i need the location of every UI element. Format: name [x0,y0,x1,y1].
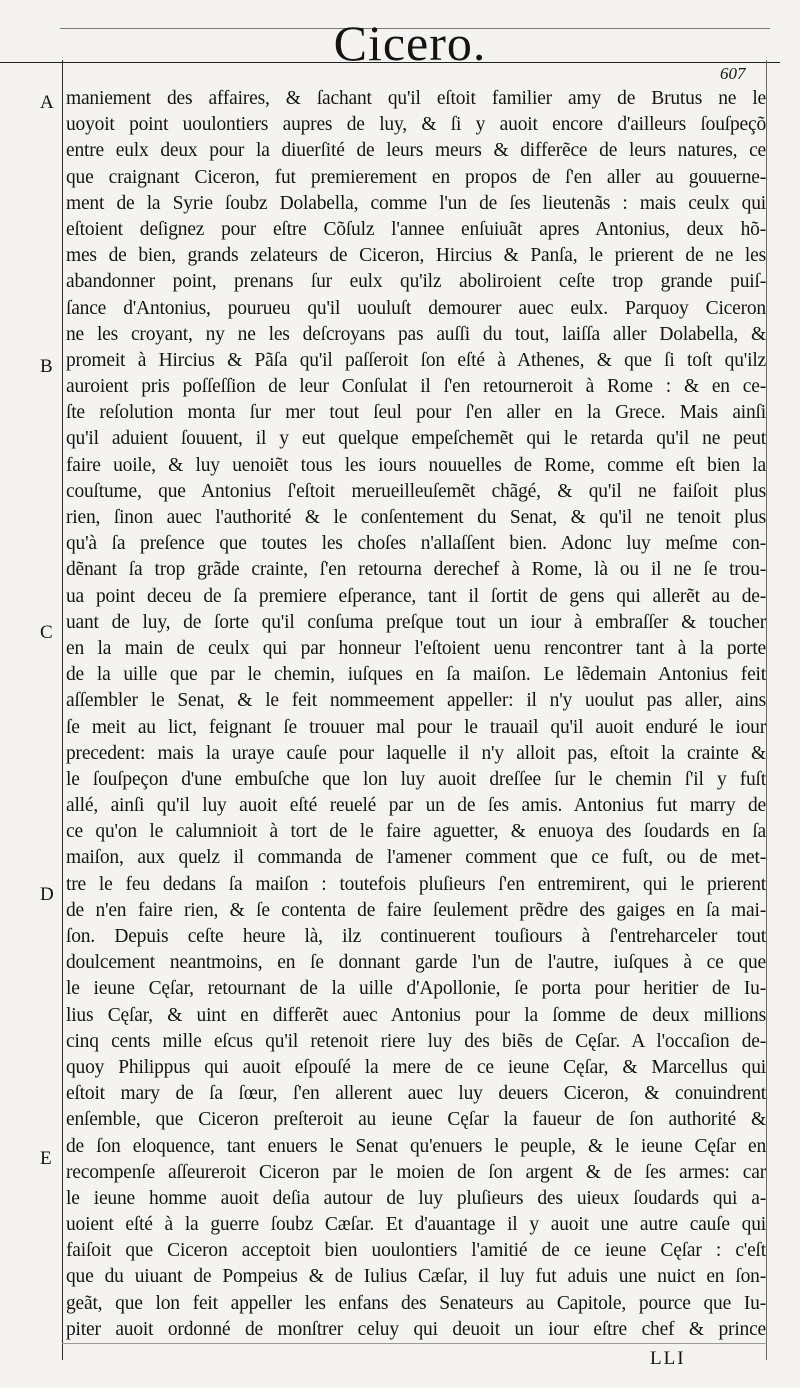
text-line: piter auoit ordonné de monſtrer celuy qui deuoit un iour eſtre chef & prince [66,1318,766,1340]
text-line: promeit à Hircius & Pãſa qu'il paſſeroit ſon eſté à Athenes, & que ſi toſt qu'ilz [66,349,766,371]
text-line: quoy Philippus qui auoit eſpouſé la mere de ce ieune Cęſar, & Marcellus qui [66,1056,766,1078]
text-line: ſon. Depuis ceſte heure là, ilz continuerent touſiours à ſ'entreharceler tout [66,926,766,947]
body-text [66,86,766,1343]
margin-letter-d: D [40,884,54,905]
margin-letter-b: B [40,356,53,377]
left-margin-rule [62,60,63,1360]
text-line: cinq cents mille eſcus qu'il retenoit riere luy des biẽs de Cęſar. A l'occaſion de- [66,1030,766,1052]
text-line: ce qu'on le calumnioit à tort de le faire aguetter, & enuoya des ſoudards en ſa [66,821,766,843]
top-rule [0,62,780,63]
text-line: entre eulx deux pour la diuerſité de leurs meurs & differẽce de leurs natures, ce [66,140,766,162]
text-line: uoyoit point uoulontiers aupres de luy, & ſi y auoit encore d'ailleurs ſouſpeçõ [66,114,766,136]
margin-letter-e: E [40,1148,52,1169]
text-line: eſtoit mary de ſa ſœur, ſ'en allerent auec luy deuers Ciceron, & conuindrent [66,1083,766,1105]
text-line: le ieune Cęſar, retournant de la uille d'Apollonie, ſe porta pour heritier de Iu- [66,978,766,1000]
text-line: qu'à ſa preſence que toutes les choſes n'allaſſent bien. Adonc luy meſme con- [66,533,766,555]
text-line: que craignant Ciceron, fut premierement en propos de ſ'en aller au gouuerne- [66,166,766,188]
margin-letter-a: A [40,92,54,113]
text-line: le ſouſpeçon d'une embuſche que lon luy auoit dreſſee ſur le chemin ſ'il y fuſt [66,768,766,790]
page-number: 607 [720,64,746,83]
text-line: tre le feu dedans ſa maiſon : toutefois pluſieurs ſ'en entremirent, qui le prierent [66,873,766,895]
text-line: enſemble, que Ciceron preſteroit au ieune Cęſar la faueur de ſon authorité & [66,1109,766,1131]
text-line: lius Cęſar, & uint en differẽt auec Antonius pour la ſomme de deux millions [66,1004,766,1026]
text-line: eſtoient deſignez pour eſtre Cõſulz l'annee enſuiuãt apres Antonius, deux hõ- [66,218,766,240]
text-line: maniement des affaires, & ſachant qu'il eſtoit familier amy de Brutus ne le [66,88,766,109]
text-line: geãt, que lon feit appeller les enfans des Senateurs au Capitole, pource que Iu- [66,1292,766,1314]
text-line: doulcement neantmoins, en ſe donnant garde l'un de l'autre, iuſques à ce que [66,952,766,974]
page-title: Cicero. [333,15,487,71]
text-line: qu'il aduient ſouuent, il y eut quelque empeſchemẽt qui le retarda qu'il ne peut [66,428,766,450]
text-line: ſe meit au lict, feignant ſe trouuer mal pour le trauail qu'il auoit enduré le iour [66,716,766,738]
text-line: dẽnant ſa trop grãde crainte, ſ'en retourna derechef à Rome, là ou il ne ſe trou- [66,559,766,581]
text-line: mes de bien, grands zelateurs de Ciceron, Hircius & Panſa, le prierent de ne les [66,245,766,267]
text-line: maiſon, aux quelz il commanda de l'amener comment que ce fuſt, ou de met- [66,847,766,869]
text-line: precedent: mais la uraye cauſe pour laquelle il n'y alloit pas, eſtoit la crainte & [66,742,766,764]
text-line: aſſembler le Senat, & le feit nommeement appeller: il n'y uoulut pas aller, ains [66,690,766,712]
text-line: rien, ſinon auec l'authorité & le conſentement du Senat, & qu'il ne tenoit plus [66,507,766,528]
text-line: de la uille que par le chemin, iuſques en ſa maiſon. Le lẽdemain Antonius feit [66,664,766,686]
text-line: couſtume, que Antonius ſ'eſtoit merueilleuſemẽt chãgé, & qu'il ne faiſoit plus [66,480,766,502]
text-line: ſte reſolution monta ſur mer tout ſeul pour ſ'en aller en la Grece. Mais ainſi [66,402,766,424]
signature-mark: LLI [650,1348,686,1369]
text-line: allé, ainſi qu'il luy auoit eſté reuelé par un de ſes amis. Antonius fut marry de [66,795,766,817]
text-line: ment de la Syrie ſoubz Dolabella, comme l'un de ſes lieutenãs : mais ceulx qui [66,192,766,214]
right-margin-rule [766,60,767,1360]
text-line: le ieune homme auoit deſia autour de luy pluſieurs des uieux ſoudards qui a- [66,1187,766,1209]
text-line: de ſon eloquence, tant enuers le Senat qu'enuers le peuple, & le ieune Cęſar en [66,1135,766,1157]
text-line: en la main de ceulx qui par honneur l'eſtoient uenu rencontrer tant à la porte [66,637,766,659]
text-line: abandonner point, prenans ſur eulx qu'ilz aboliroient ceſte trop grande puiſ- [66,271,766,293]
bottom-rule [62,1343,767,1344]
text-line: faiſoit que Ciceron acceptoit bien uoulontiers l'amitié de ce ieune Cęſar : c'eſt [66,1240,766,1262]
text-line: auroient pris poſſeſſion de leur Conſulat il ſ'en retourneroit à Rome : & en ce- [66,376,766,398]
text-line: ua point deceu de ſa premiere eſperance, tant il ſortit de gens qui allerẽt au de- [66,585,766,607]
text-line: uoient eſté à la guerre ſoubz Cæſar. Et d'auantage il y auoit une autre cauſe qui [66,1214,766,1236]
text-line: ſance d'Antonius, pourueu qu'il uouluſt demourer auec eulx. Parquoy Ciceron [66,297,766,319]
text-line: faire uoile, & luy uenoiẽt tous les iours nouuelles de Rome, comme eſt bien la [66,454,766,476]
text-line: recompenſe aſſeureroit Ciceron par le moien de ſon argent & de ſes armes: car [66,1161,766,1183]
text-line: de n'en faire rien, & ſe contenta de faire ſeulement prẽdre des gaiges en ſa mai- [66,899,766,921]
margin-letter-c: C [40,622,53,643]
text-line: ne les croyant, ny ne les deſcroyans pas auſſi du tout, laiſſa aller Dolabella, & [66,323,766,345]
text-line: uant de luy, de ſorte qu'il conſuma preſque tout un iour à embraſſer & toucher [66,611,766,633]
text-line: que du uiuant de Pompeius & de Iulius Cæſar, il luy fut aduis une nuict en ſon- [66,1266,766,1288]
